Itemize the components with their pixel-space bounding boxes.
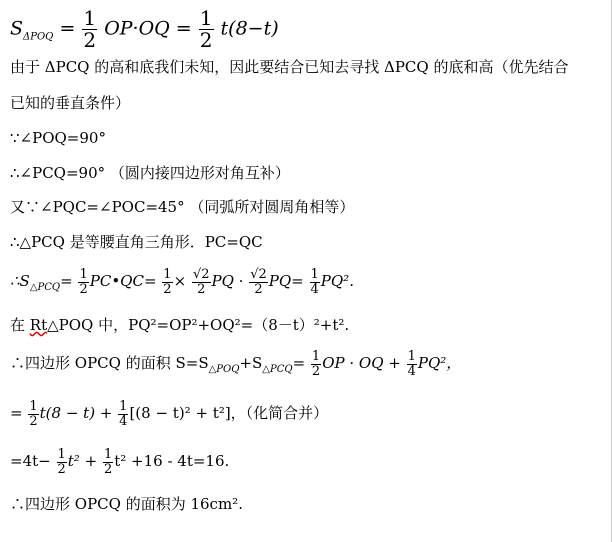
fraction: $\frac{√2}{2}$ [192, 267, 210, 297]
fraction: $\frac{1}{2}$ [79, 267, 88, 297]
text-line-5: 又∵∠PQC=∠POC=45° （同弧所对圆周角相等） [10, 198, 355, 216]
result-line: =4t− $\frac{1}{2}$ t² + $\frac{1}{2}$ t² +16 - 4t=16. [10, 447, 230, 477]
text-line-1: 由于 ΔPCQ 的高和底我们未知，因此要结合已知去寻找 ΔPCQ 的底和高（优先结合 [10, 58, 569, 76]
area-formula-pcq: $\therefore S_{\triangle PCQ}=$ $\frac{1}{2}$ PC•QC= $\frac{1}{2}$ × $\frac{√2}{2}$ PQ · $\frac{√2}{2}$ PQ= $\frac{1}{4}$ PQ². [10, 267, 354, 297]
text-line-6: ∴△PCQ 是等腰直角三角形．PC=QC [10, 233, 263, 251]
text-line-2: 已知的垂直条件） [10, 94, 131, 112]
text-line-4: ∴∠PCQ=90° （圆内接四边形对角互补） [10, 164, 290, 182]
fraction: $\frac{1}{4}$ [119, 399, 128, 429]
text-line-3: ∵∠POQ=90° [10, 129, 106, 147]
simplify-line: = $\frac{1}{2}$ t(8 − t) + $\frac{1}{4}$ [(8 − t)² + t²]，（化简合并） [10, 399, 329, 429]
fraction: $\frac{1}{2}$ [57, 447, 66, 477]
fraction: $\frac{1}{2}$ [311, 349, 321, 379]
fraction: $\frac{1}{2}$ [163, 267, 172, 297]
conclusion-line: ∴四边形 OPCQ 的面积为 16cm². [10, 495, 243, 513]
fraction: $\frac{√2}{2}$ [250, 267, 267, 297]
area-formula-poq: $S_{\Delta POQ}$ = $\frac{1}{2}$ OP·OQ = $\frac{1}{2}$ t(8−t) [10, 6, 279, 52]
fraction: $\frac{1}{2}$ [29, 399, 38, 429]
fraction: $\frac{1}{4}$ [310, 267, 319, 297]
fraction: $\frac{1}{4}$ [407, 349, 416, 379]
fraction: $\frac{1}{2}$ [83, 6, 97, 52]
fraction: $\frac{1}{2}$ [103, 447, 113, 477]
pythagorean-line: 在 Rt△POQ 中，PQ²=OP²+OQ²=（8－t）²+t². [10, 316, 350, 334]
spellcheck-underline: Rt [29, 316, 48, 334]
fraction: $\frac{1}{2}$ [199, 6, 213, 52]
quad-area-line: ∴四边形 OPCQ 的面积 $S=S_{\triangle POQ}+S_{\triangle PCQ}=$ $\frac{1}{2}$ OP · OQ + $\frac{1}{4}$ PQ²， [10, 349, 462, 379]
